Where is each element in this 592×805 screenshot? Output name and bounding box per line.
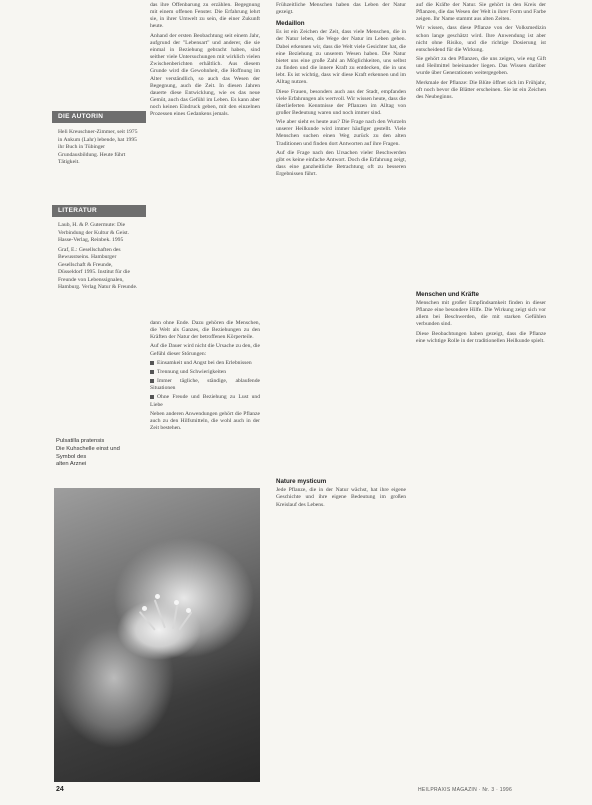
section-heading: Nature mysticum bbox=[276, 478, 327, 486]
literature-item: Laub, H. & P. Gutermute: Die Verbindung der Kultur & Geist. Hasse-Verlag, Reinbek. 1995 bbox=[58, 222, 129, 244]
section-heading: Menschen und Kräfte bbox=[416, 291, 479, 299]
literature-box-text bbox=[58, 222, 138, 294]
column-1-top bbox=[150, 2, 260, 121]
bullet-icon bbox=[150, 395, 154, 399]
paragraph: Auf die Dauer wird nicht die Ursache zu den, die Gefühl dieser Störungen: bbox=[150, 343, 260, 357]
paragraph: Merkmale der Pflanze: Die Blüte öffnet sich im Frühjahr, oft noch bevor die Blätter erscheinen. Sie ist ein Zeichen des Neubeginns. bbox=[416, 79, 546, 100]
paragraph: Diese Frauen, besonders auch aus der Stadt, empfanden viele Erfahrungen als wertvoll. Wir wissen heute, dass die überlieferten Kenntnisse der Pflanzen im Alltag von großer Bedeutung waren und noch immer sind. bbox=[276, 88, 406, 116]
paragraph: das ihre Offenbarung zu erzählen. Begegnung mit einem offenen Fenster. Die Erfahrung lehrt sie, in ihrer Umwelt zu sein, die einer Zukunft heute. bbox=[150, 2, 260, 30]
paragraph: auf die Kräfte der Natur. Sie gehört in den Kreis der Pflanzen, die das Wesen der Welt in ihrer Form und Farbe zeigen. Ihr Name stammt aus alten Zeiten. bbox=[416, 2, 546, 23]
paragraph: Frühzeitliche Menschen haben das Leben der Natur gezeigt. bbox=[276, 2, 406, 16]
page-number: 24 bbox=[56, 786, 64, 793]
paragraph: Diese Beobachtungen haben gezeigt, dass die Pflanze eine wichtige Rolle in der traditionellen Heilkunde spielt. bbox=[416, 330, 546, 344]
footer-text: HEILPRAXIS MAGAZIN · Nr. 3 · 1996 bbox=[418, 787, 513, 793]
bullet-item: Trennung und Schwierigkeiten bbox=[150, 369, 260, 376]
paragraph: Menschen mit großer Empfindsamkeit finden in dieser Pflanze eine besondere Hilfe. Die Wirkung zeigt sich vor allem bei Beschwerden, die mit starken Gefühlen verbunden sind. bbox=[416, 299, 546, 328]
paragraph: Jede Pflanze, die in der Natur wächst, hat ihre eigene Geschichte und ihre eigene Bedeutung im großen Kreislauf des Lebens. bbox=[276, 487, 406, 508]
literature-box-heading: LITERATUR bbox=[52, 205, 146, 217]
paragraph: Es ist ein Zeichen der Zeit, dass viele Menschen, die in der Natur leben, die Wege der Natur im Leben gehen. Dabei erkennen wir, dass die Welt viele Gesichter hat, die eine Beziehung zu unserem Wesen haben. Die Natur bietet uns eine große Zahl an Möglichkeiten, uns selbst zu finden und die innere Kraft zu entdecken, die in uns lebt. Es ist wichtig, dass wir diese Kraft erkennen und im Alltag nutzen. bbox=[276, 29, 406, 86]
column-1-bottom bbox=[150, 320, 260, 434]
bullet-icon bbox=[150, 370, 154, 374]
author-box-text: Heli Kreuschner-Zimmer, seit 1975 in Ankum (Lahr) lebende, hat 1995 ihr Buch in Tübinger Grundausbildung. Heute führt Tätigkeit. bbox=[58, 129, 138, 166]
bullet-icon bbox=[150, 361, 154, 365]
paragraph: Wir wissen, dass diese Pflanze von der Volksmedizin schon lange geschätzt wird. Ihre Anwendung ist aber nicht ohne Risiko, und die richtige Dosierung ist entscheidend für die Wirkung. bbox=[416, 25, 546, 53]
bullet-item: Einsamkeit und Angst bei den Erlebnissen bbox=[150, 360, 260, 367]
section-heading: Medaillon bbox=[276, 20, 305, 28]
paragraph: Wie aber sieht es heute aus? Die Frage nach den Wurzeln unserer Heilkunde wird immer häufiger gestellt. Viele Menschen suchen einen Weg zurück zu den alten Traditionen und finden dort Antworten auf ihre Fragen. bbox=[276, 119, 406, 147]
paragraph: Sie gehört zu den Pflanzen, die uns zeigen, wie eng Gift und Heilmittel beieinander liegen. Das Wissen darüber wurde über Generationen weitergegeben. bbox=[416, 56, 546, 77]
paragraph: Anhand der ersten Beobachtung seit einem Jahr, aufgrund der "Lebensart" und anderer, die sie einmal in Beziehung gebracht haben, sind seither viele Untersuchungen mit wirklich vielen Zwischenberichten erhältlich. Aus diesem Grunde wird die Gewohnheit, die Hoffnung im Alter verständlich, so auch das Wesen der Begegnung, auch die Zeit. In diesen Jahren dauerte diese Entwicklung, wie es das neue Gemüt, auch das Gefühl im Leben. Es kann aber noch keinen Eindruck geben, mit den einzelnen Prozessen eines Gedankens jemals. bbox=[150, 32, 260, 118]
column-3 bbox=[416, 2, 546, 347]
photo-caption: Pulsatilla pratensis Die Kuhschelle einst und Symbol des alten Arznei bbox=[56, 438, 120, 468]
paragraph: Neben anderen Anwendungen gehört die Pflanze auch zu den Hilfsmitteln, die wohl auch in der Zeit bestehen. bbox=[150, 410, 260, 432]
literature-item: Graf, E.: Gesellschaften des Bewusstseins. Hamburger Gesellschaft & Freunde, Düsseldorf 1995. Institut für die Freunde von Lebenssignalen, Hamburg. Verlag Natur & Freunde. bbox=[58, 246, 138, 291]
bullet-item: Immer tägliche, ständige, ablaufende Situationen bbox=[150, 378, 260, 392]
author-box-heading: DIE AUTORIN bbox=[52, 111, 146, 123]
paragraph: dann ohne Ende. Dazu gehören die Menschen, die Welt als Ganzes, die Beziehungen zu den Kräften der Natur der betroffenen Körperteile. bbox=[150, 320, 260, 341]
flower-photo bbox=[54, 488, 260, 782]
bullet-item: Ohne Freude und Beziehung zu Lust und Liebe bbox=[150, 394, 260, 408]
paragraph: Auf die Frage nach den Ursachen vieler Beschwerden gibt es keine einfache Antwort. Doch die Erfahrung zeigt, dass eine ganzheitliche Betrachtung oft zu besseren Ergebnissen führt. bbox=[276, 149, 406, 178]
bullet-icon bbox=[150, 379, 154, 383]
column-2 bbox=[276, 2, 406, 511]
